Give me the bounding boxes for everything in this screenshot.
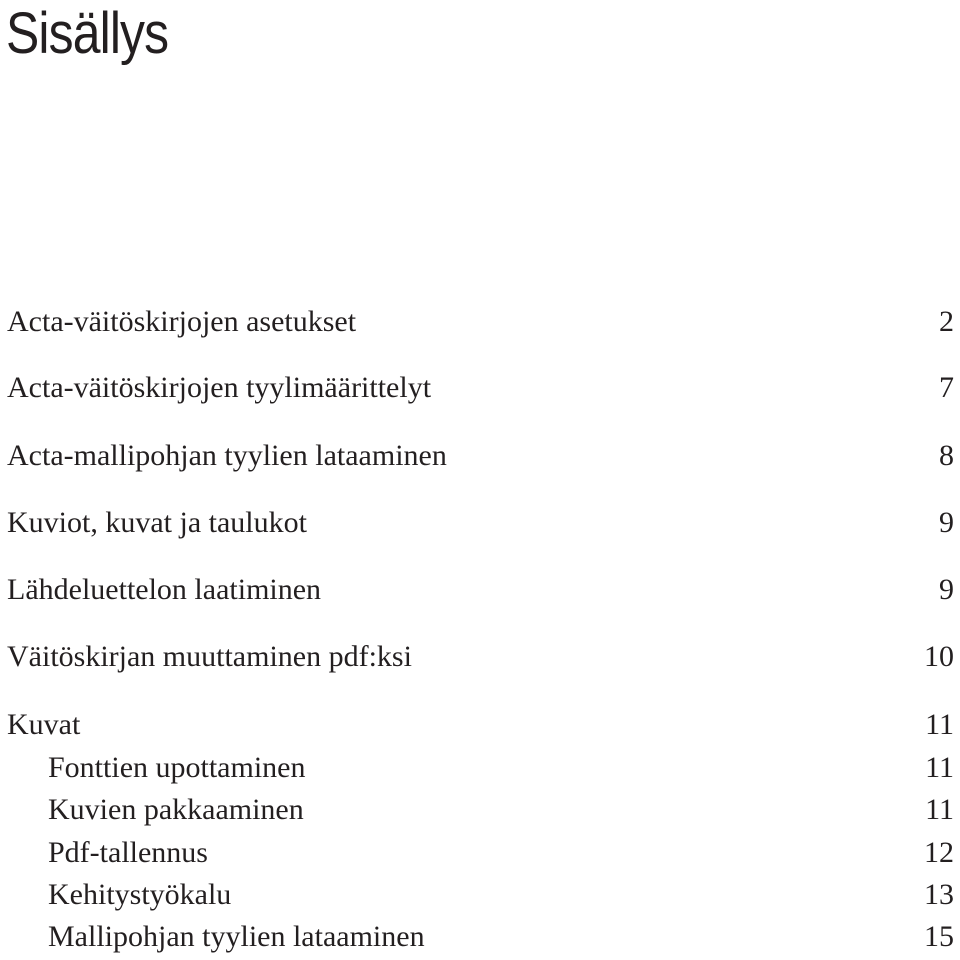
toc-entry[interactable] [7,436,954,476]
toc-entry-page: 11 [925,793,954,826]
toc-entry-label: Mallipohjan tyylien lataaminen [48,920,425,953]
toc-entry[interactable] [7,637,954,677]
toc-entry-page: 2 [939,305,954,338]
toc-entry-page: 15 [924,920,954,953]
toc-entry-label: Acta-väitöskirjojen asetukset [7,305,357,338]
toc-entry-page: 7 [939,371,954,404]
toc-subentry[interactable] [48,917,954,957]
toc-entry[interactable] [7,705,954,745]
toc-subentry[interactable] [48,748,954,788]
toc-entry[interactable] [7,570,954,610]
toc-entry-page: 13 [924,878,954,911]
toc-entry-label: Kehitystyökalu [48,878,232,911]
toc-entry-page: 9 [939,573,954,606]
toc-entry-page: 10 [924,640,954,673]
toc-entry-label: Kuviot, kuvat ja taulukot [7,506,307,539]
toc-entry[interactable] [7,302,954,342]
page-title: Sisällys [6,1,169,66]
toc-entry-label: Kuvien pakkaaminen [48,793,304,826]
toc-subentry[interactable] [48,790,954,830]
toc-entry-page: 11 [925,708,954,741]
toc-entry-label: Acta-väitöskirjojen tyylimäärittelyt [7,371,432,404]
toc-subentry[interactable] [48,833,954,873]
toc-subentry[interactable] [48,875,954,915]
toc-entry[interactable] [7,368,954,408]
toc-entry-page: 12 [924,836,954,869]
toc-entry[interactable] [7,503,954,543]
toc-entry-label: Väitöskirjan muuttaminen pdf:ksi [7,640,412,673]
toc-entry-label: Acta-mallipohjan tyylien lataaminen [7,439,447,472]
toc-entry-page: 8 [939,439,954,472]
toc-entry-label: Kuvat [7,708,81,741]
toc-entry-page: 9 [939,506,954,539]
toc-entry-page: 11 [925,751,954,784]
toc-entry-label: Lähdeluettelon laatiminen [7,573,322,606]
toc-entry-label: Fonttien upottaminen [48,751,306,784]
toc-entry-label: Pdf-tallennus [48,836,208,869]
